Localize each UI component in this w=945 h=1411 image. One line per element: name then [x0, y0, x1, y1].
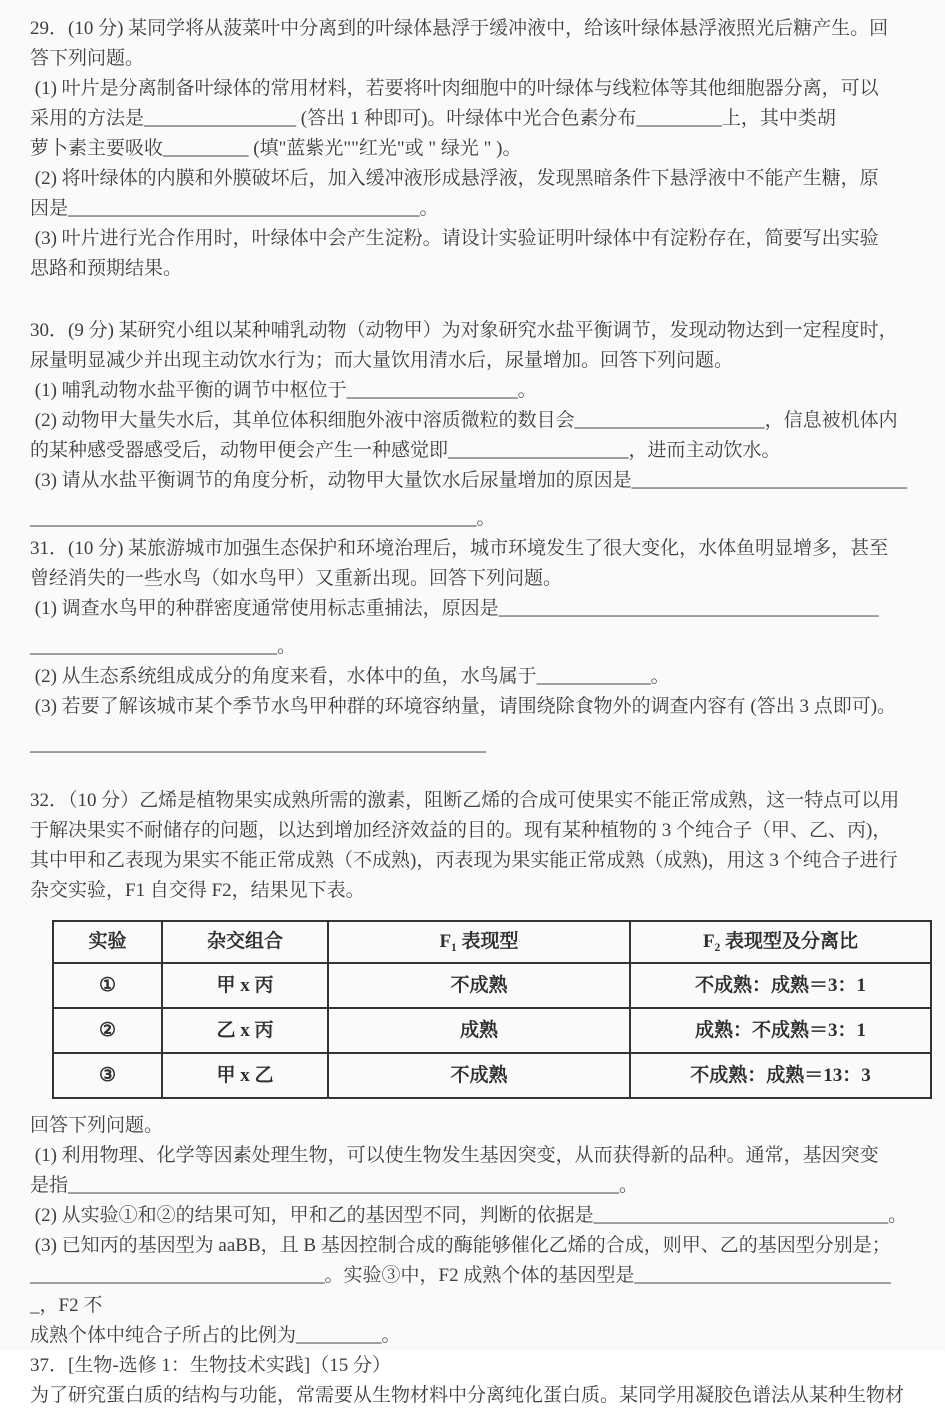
question-30 — [30, 316, 917, 534]
text-line: 31．(10 分) 某旅游城市加强生态保护和环境治理后，城市环境发生了很大变化，水体鱼明显增多，甚至 — [30, 538, 889, 559]
text-line-with-blank: (1) 哺乳动物水盐平衡的调节中枢位于__________________。 — [30, 380, 537, 401]
col-header-experiment: 实验 — [53, 921, 162, 963]
question-31 — [30, 534, 917, 760]
text-line: 回答下列问题。 — [30, 1115, 164, 1136]
cell-cross-combination: 甲 x 丙 — [162, 963, 328, 1008]
text-line-with-blank: (2) 动物甲大量失水后，其单位体积细胞外液中溶质微粒的数目会____________________，信息被机体内 — [30, 410, 898, 431]
text-line-with-blank: 的某种感受器感受后，动物甲便会产生一种感觉即___________________，进而主动饮水。 — [30, 440, 781, 461]
answer-blank-line: ________________________________________________ — [30, 734, 486, 755]
text-line: 其中甲和乙表现为果实不能正常成熟（不成熟)，丙表现为果实能正常成熟（成熟)，用这 3 个纯合子进行 — [30, 850, 898, 871]
text-line: 答下列问题。 — [30, 48, 145, 69]
cell-f2-ratio: 不成熟：成熟＝13：3 — [630, 1053, 931, 1098]
text-line: 30．(9 分) 某研究小组以某种哺乳动物（动物甲）为对象研究水盐平衡调节，发现动物达到一定程度时， — [30, 320, 898, 341]
table-row — [53, 1053, 931, 1098]
text-line: 思路和预期结果。 — [30, 258, 183, 279]
text-line-with-blank: 采用的方法是________________ (答出 1 种即可)。叶绿体中光合色素分布_________上，其中类胡 — [30, 108, 836, 129]
cell-f1-phenotype: 不成熟 — [328, 963, 630, 1008]
question-29 — [30, 14, 917, 284]
table-header-row — [53, 921, 931, 963]
text-line-with-blank: (2) 从生态系统组成成分的角度来看，水体中的鱼，水鸟属于____________。 — [30, 666, 670, 687]
cell-cross-combination: 乙 x 丙 — [162, 1008, 328, 1053]
table-row — [53, 963, 931, 1008]
col-header-f2-phenotype-ratio: F₂ 表现型及分离比 — [630, 921, 931, 963]
cell-experiment-number: ① — [53, 963, 162, 1008]
text-line: 尿量明显减少并出现主动饮水行为；而大量饮用清水后，尿量增加。回答下列问题。 — [30, 350, 734, 371]
text-line: 杂交实验，F1 自交得 F2，结果见下表。 — [30, 880, 365, 901]
cell-cross-combination: 甲 x 乙 — [162, 1053, 328, 1098]
text-line-with-blank: 萝卜素主要吸收_________ (填"蓝紫光""红光"或 " 绿光 " )。 — [30, 138, 522, 159]
text-line-with-blank: (3) 请从水盐平衡调节的角度分析，动物甲大量饮水后尿量增加的原因是_____________________________ — [30, 470, 908, 491]
text-line-with-blank: (1) 调查水鸟甲的种群密度通常使用标志重捕法，原因是________________________________________ — [30, 598, 879, 619]
cell-experiment-number: ② — [53, 1008, 162, 1053]
text-line: 29．(10 分) 某同学将从菠菜叶中分离到的叶绿体悬浮于缓冲液中，给该叶绿体悬浮液照光后糖产生。回 — [30, 18, 889, 39]
col-header-f1-phenotype: F₁ 表现型 — [328, 921, 630, 963]
question-37 — [30, 1351, 917, 1411]
cell-experiment-number: ③ — [53, 1053, 162, 1098]
text-line: 曾经消失的一些水鸟（如水鸟甲）又重新出现。回答下列问题。 — [30, 568, 563, 589]
text-line: 为了研究蛋白质的结构与功能，常需要从生物材料中分离纯化蛋白质。某同学用凝胶色谱法从某种生物材 — [30, 1385, 905, 1406]
cell-f1-phenotype: 不成熟 — [328, 1053, 630, 1098]
text-line: 于解决果实不耐储存的问题，以达到增加经济效益的目的。现有某种植物的 3 个纯合子（甲、乙、丙)， — [30, 820, 892, 841]
text-line-with-blank: (2) 从实验①和②的结果可知，甲和乙的基因型不同，判断的依据是_______________________________。 — [30, 1205, 908, 1226]
answer-blank-line: _______________________________________________。 — [30, 508, 496, 529]
text-line: (3) 已知丙的基因型为 aaBB，且 B 基因控制合成的酶能够催化乙烯的合成，则甲、乙的基因型分别是； — [30, 1235, 891, 1256]
text-line-with-blank: _______________________________。实验③中，F2 成熟个体的基因型是____________________________，F2 不 — [30, 1265, 891, 1316]
text-line: (3) 若要了解该城市某个季节水鸟甲种群的环境容纳量，请围绕除食物外的调查内容有 (答出 3 点即可)。 — [30, 696, 897, 717]
text-line-with-blank: 成熟个体中纯合子所占的比例为_________。 — [30, 1325, 401, 1346]
answer-blank-line: 因是_____________________________________。 — [30, 198, 439, 219]
cross-experiment-table — [52, 920, 932, 1099]
answer-blank-line: 是指__________________________________________________________。 — [30, 1175, 639, 1196]
question-32-followup — [30, 1111, 917, 1351]
cell-f2-ratio: 不成熟：成熟＝3：1 — [630, 963, 931, 1008]
question-32 — [30, 786, 917, 906]
text-line: (1) 利用物理、化学等因素处理生物，可以使生物发生基因突变，从而获得新的品种。通常，基因突变 — [30, 1145, 879, 1166]
cell-f2-ratio: 成熟：不成熟＝3：1 — [630, 1008, 931, 1053]
text-line: 32．（10 分）乙烯是植物果实成熟所需的激素，阻断乙烯的合成可使果实不能正常成熟，这一特点可以用 — [30, 790, 900, 811]
text-line: (1) 叶片是分离制备叶绿体的常用材料，若要将叶肉细胞中的叶绿体与线粒体等其他细胞器分离，可以 — [30, 78, 879, 99]
cell-f1-phenotype: 成熟 — [328, 1008, 630, 1053]
table-row — [53, 1008, 931, 1053]
col-header-cross-combination: 杂交组合 — [162, 921, 328, 963]
text-line: (3) 叶片进行光合作用时，叶绿体中会产生淀粉。请设计实验证明叶绿体中有淀粉存在，简要写出实验 — [30, 228, 879, 249]
question-37-title: 37．[生物-选修 1：生物技术实践]（15 分） — [30, 1355, 391, 1376]
answer-blank-line: __________________________。 — [30, 636, 297, 657]
text-line: (2) 将叶绿体的内膜和外膜破坏后，加入缓冲液形成悬浮液，发现黑暗条件下悬浮液中不能产生糖，原 — [30, 168, 879, 189]
